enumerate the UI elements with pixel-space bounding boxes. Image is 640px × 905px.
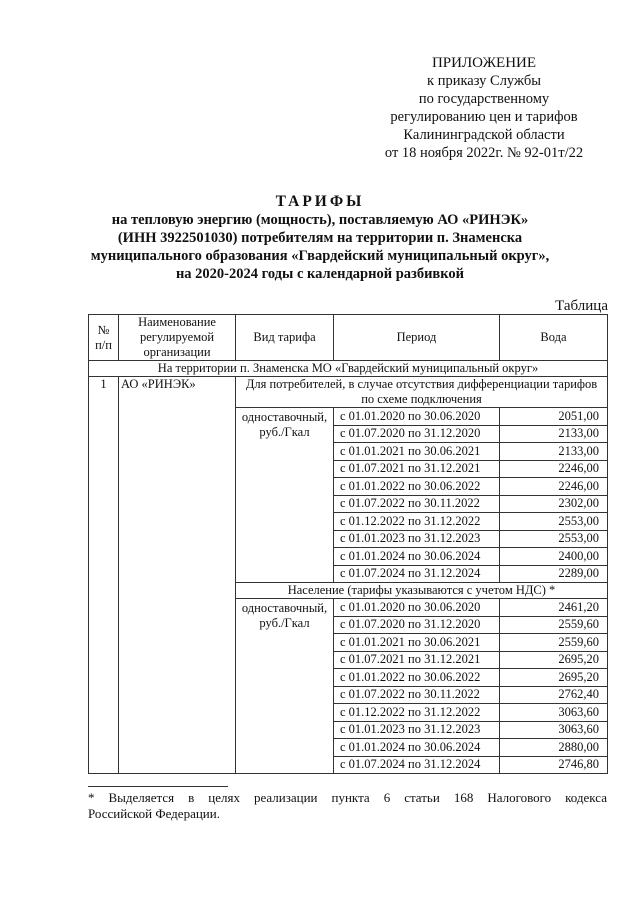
header-org: Наименование регулируемой организации bbox=[119, 315, 236, 361]
table-body bbox=[89, 361, 608, 774]
water-tariff-value: 2880,00 bbox=[500, 739, 608, 757]
water-tariff-value: 2553,00 bbox=[500, 513, 608, 531]
water-tariff-value: 2695,20 bbox=[500, 651, 608, 669]
period-cell: с 01.01.2020 по 30.06.2020 bbox=[334, 599, 500, 617]
footnote-divider bbox=[88, 786, 228, 787]
footnote-line-1 bbox=[88, 790, 607, 806]
water-tariff-value: 3063,60 bbox=[500, 704, 608, 722]
title-line: на тепловую энергию (мощность), поставляемую АО «РИНЭК» bbox=[111, 212, 529, 228]
organization-name: АО «РИНЭК» bbox=[119, 377, 236, 774]
period-cell: с 01.07.2021 по 31.12.2021 bbox=[334, 460, 500, 478]
water-tariff-value: 2289,00 bbox=[500, 565, 608, 583]
footnote-word: 168 bbox=[453, 790, 474, 805]
table-caption: Таблица bbox=[555, 298, 608, 314]
appendix-line: регулированию цен и тарифов bbox=[390, 109, 578, 125]
group-label: Для потребителей, в случае отсутствия дифференциации тарифов по схеме подключения bbox=[236, 377, 608, 408]
period-cell: с 01.01.2024 по 30.06.2024 bbox=[334, 739, 500, 757]
territory-row bbox=[89, 361, 608, 377]
period-cell: с 01.07.2024 по 31.12.2024 bbox=[334, 756, 500, 774]
footnote bbox=[88, 790, 607, 822]
footnote-word: в bbox=[188, 790, 195, 805]
title-line: на 2020-2024 годы с календарной разбивкой bbox=[175, 266, 465, 282]
appendix-line: Калининградской области bbox=[403, 127, 565, 143]
period-cell: с 01.07.2021 по 31.12.2021 bbox=[334, 651, 500, 669]
header-period: Период bbox=[334, 315, 500, 361]
footnote-word: целях bbox=[208, 790, 240, 805]
period-cell: с 01.07.2022 по 30.11.2022 bbox=[334, 686, 500, 704]
footnote-word: * bbox=[88, 790, 95, 805]
water-tariff-value: 2133,00 bbox=[500, 443, 608, 461]
water-tariff-value: 2051,00 bbox=[500, 408, 608, 426]
water-tariff-value: 2302,00 bbox=[500, 495, 608, 513]
footnote-word: статьи bbox=[404, 790, 440, 805]
period-cell: с 01.01.2024 по 30.06.2024 bbox=[334, 548, 500, 566]
tariff-kind: одноставочный, руб./Гкал bbox=[236, 599, 334, 774]
period-cell: с 01.07.2024 по 31.12.2024 bbox=[334, 565, 500, 583]
water-tariff-value: 2246,00 bbox=[500, 478, 608, 496]
title-main: ТАРИФЫ bbox=[275, 193, 365, 210]
period-cell: с 01.01.2023 по 31.12.2023 bbox=[334, 721, 500, 739]
header-water: Вода bbox=[500, 315, 608, 361]
water-tariff-value: 2133,00 bbox=[500, 425, 608, 443]
period-cell: с 01.12.2022 по 31.12.2022 bbox=[334, 704, 500, 722]
period-cell: с 01.01.2023 по 31.12.2023 bbox=[334, 530, 500, 548]
appendix-title: ПРИЛОЖЕНИЕ bbox=[431, 55, 537, 71]
footnote-word: 6 bbox=[383, 790, 391, 805]
territory-cell: На территории п. Знаменска МО «Гвардейский муниципальный округ» bbox=[89, 361, 608, 377]
footnote-line-2: Российской Федерации. bbox=[88, 806, 220, 821]
group-label: Население (тарифы указываются с учетом НДС) * bbox=[236, 583, 608, 599]
water-tariff-value: 2400,00 bbox=[500, 548, 608, 566]
period-cell: с 01.07.2022 по 30.11.2022 bbox=[334, 495, 500, 513]
header-num: № п/п bbox=[89, 315, 119, 361]
water-tariff-value: 2553,00 bbox=[500, 530, 608, 548]
period-cell: с 01.12.2022 по 31.12.2022 bbox=[334, 513, 500, 531]
document-title bbox=[85, 193, 555, 283]
table-header-row bbox=[89, 315, 608, 361]
appendix-header bbox=[378, 54, 590, 162]
group-label-row bbox=[89, 377, 608, 408]
water-tariff-value: 2461,20 bbox=[500, 599, 608, 617]
footnote-word: Выделяется bbox=[108, 790, 175, 805]
water-tariff-value: 2695,20 bbox=[500, 669, 608, 687]
water-tariff-value: 2559,60 bbox=[500, 616, 608, 634]
title-line: муниципального образования «Гвардейский муниципальный округ», bbox=[90, 248, 550, 264]
row-number: 1 bbox=[89, 377, 119, 774]
period-cell: с 01.01.2020 по 30.06.2020 bbox=[334, 408, 500, 426]
period-cell: с 01.01.2022 по 30.06.2022 bbox=[334, 478, 500, 496]
footnote-word: кодекса bbox=[565, 790, 607, 805]
footnote-word: пункта bbox=[331, 790, 370, 805]
period-cell: с 01.01.2021 по 30.06.2021 bbox=[334, 443, 500, 461]
period-cell: с 01.01.2021 по 30.06.2021 bbox=[334, 634, 500, 652]
title-line: (ИНН 3922501030) потребителям на территории п. Знаменска bbox=[117, 230, 523, 246]
header-kind: Вид тарифа bbox=[236, 315, 334, 361]
footnote-word: реализации bbox=[253, 790, 318, 805]
water-tariff-value: 2246,00 bbox=[500, 460, 608, 478]
appendix-line: к приказу Службы bbox=[427, 73, 541, 89]
water-tariff-value: 2762,40 bbox=[500, 686, 608, 704]
water-tariff-value: 2746,80 bbox=[500, 756, 608, 774]
period-cell: с 01.07.2020 по 31.12.2020 bbox=[334, 616, 500, 634]
water-tariff-value: 3063,60 bbox=[500, 721, 608, 739]
period-cell: с 01.01.2022 по 30.06.2022 bbox=[334, 669, 500, 687]
water-tariff-value: 2559,60 bbox=[500, 634, 608, 652]
appendix-line: по государственному bbox=[418, 91, 550, 107]
appendix-order-date: от 18 ноября 2022г. № 92-01т/22 bbox=[384, 145, 584, 161]
footnote-word: Налогового bbox=[487, 790, 552, 805]
tariff-kind: одноставочный, руб./Гкал bbox=[236, 408, 334, 583]
tariff-table bbox=[88, 314, 608, 774]
period-cell: с 01.07.2020 по 31.12.2020 bbox=[334, 425, 500, 443]
